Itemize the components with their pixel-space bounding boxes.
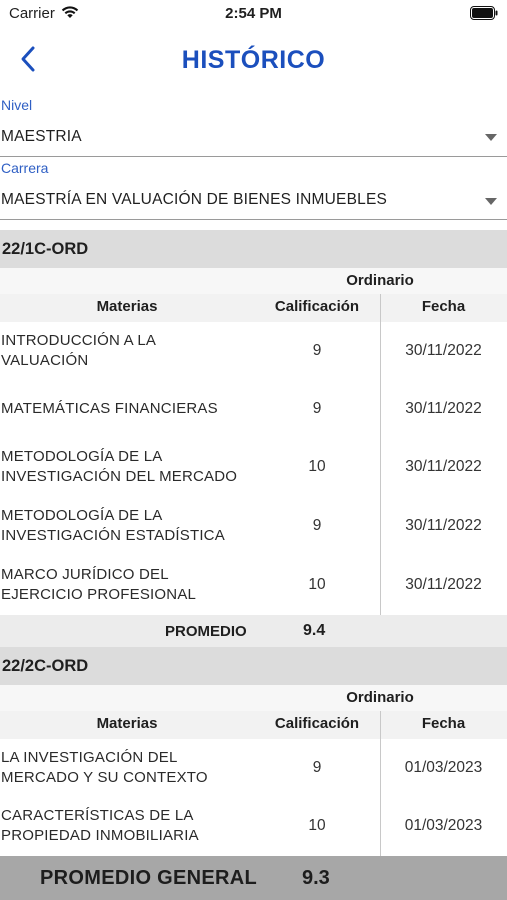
calificacion-cell: 10: [308, 458, 326, 475]
nav-bar: [0, 36, 507, 84]
table-row: [0, 497, 507, 556]
nivel-label: Nivel: [1, 97, 33, 113]
materia-line-2: INVESTIGACIÓN ESTADÍSTICA: [1, 527, 225, 544]
section-header: [0, 230, 507, 268]
carrera-value[interactable]: MAESTRÍA EN VALUACIÓN DE BIENES INMUEBLES: [1, 191, 388, 208]
materia-cell: [1, 506, 246, 546]
fecha-cell: 30/11/2022: [405, 400, 482, 417]
materia-line-1: CARACTERÍSTICAS DE LA: [1, 807, 194, 824]
promedio-general-label: PROMEDIO GENERAL: [40, 867, 258, 889]
promedio-general-value: 9.3: [302, 867, 330, 889]
materia-line-2: VALUACIÓN: [1, 352, 89, 369]
nivel-underline: [0, 156, 507, 157]
materia-line-1: MARCO JURÍDICO DEL: [1, 566, 169, 583]
materia-cell: [1, 447, 246, 487]
column-headers: [0, 294, 507, 322]
fecha-cell: 30/11/2022: [405, 576, 482, 593]
table-row: [0, 556, 507, 615]
promedio-label: PROMEDIO: [165, 623, 247, 640]
col-materias: Materias: [96, 298, 158, 315]
calificacion-cell: 9: [312, 759, 322, 776]
nivel-value[interactable]: MAESTRIA: [1, 128, 82, 145]
carrera-label: Carrera: [1, 160, 49, 176]
table-row: [0, 438, 507, 497]
group-label: Ordinario: [346, 689, 414, 706]
fecha-cell: 01/03/2023: [404, 817, 483, 834]
col-fecha: Fecha: [421, 298, 466, 315]
section-header: [0, 647, 507, 685]
fecha-cell: 30/11/2022: [405, 517, 482, 534]
fecha-cell: 30/11/2022: [405, 342, 482, 359]
caret-down-icon[interactable]: [485, 198, 497, 205]
carrier-label: Carrier: [9, 5, 55, 22]
battery-icon: [470, 6, 498, 20]
materia-line-1: METODOLOGÍA DE LA: [1, 448, 163, 465]
calificacion-cell: 9: [312, 342, 322, 359]
nivel-select[interactable]: [0, 97, 507, 157]
materia-line-2: EJERCICIO PROFESIONAL: [1, 586, 197, 603]
clock: 2:54 PM: [225, 5, 282, 22]
status-bar: [0, 0, 507, 28]
col-calificacion: Calificación: [274, 715, 360, 732]
materia-cell: [1, 399, 246, 419]
fecha-cell: 01/03/2023: [404, 759, 483, 776]
table-row: [0, 380, 507, 438]
calificacion-cell: 9: [312, 400, 322, 417]
page-title: HISTÓRICO: [181, 46, 326, 74]
column-headers: [0, 711, 507, 739]
caret-down-icon[interactable]: [485, 134, 497, 141]
group-header: [0, 268, 507, 296]
calificacion-cell: 10: [308, 576, 326, 593]
materia-line-2: MERCADO Y SU CONTEXTO: [1, 769, 208, 786]
materia-cell: [1, 565, 246, 605]
materia-line-2: PROPIEDAD INMOBILIARIA: [1, 827, 199, 844]
materia-cell: [1, 806, 246, 846]
table-row: [0, 739, 507, 797]
fecha-cell: 30/11/2022: [405, 458, 482, 475]
col-materias: Materias: [96, 715, 158, 732]
calificacion-cell: 9: [312, 517, 322, 534]
promedio-row: [0, 615, 507, 647]
col-fecha: Fecha: [421, 715, 466, 732]
section-title: 22/1C-ORD: [2, 240, 89, 258]
carrera-underline: [0, 219, 507, 220]
promedio-general-bar: [0, 856, 507, 900]
table-row: [0, 797, 507, 856]
section-title: 22/2C-ORD: [2, 657, 89, 675]
materia-line-2: INVESTIGACIÓN DEL MERCADO: [1, 468, 238, 485]
materia-line-1: METODOLOGÍA DE LA: [1, 507, 163, 524]
materia-line-1: MATEMÁTICAS FINANCIERAS: [1, 400, 218, 417]
carrera-select[interactable]: [0, 160, 507, 220]
promedio-value: 9.4: [303, 622, 326, 639]
table-row: [0, 322, 507, 380]
materia-cell: [1, 748, 246, 788]
materia-cell: [1, 331, 246, 371]
group-label: Ordinario: [346, 272, 414, 289]
col-calificacion: Calificación: [274, 298, 360, 315]
calificacion-cell: 10: [308, 817, 326, 834]
materia-line-1: INTRODUCCIÓN A LA: [1, 332, 157, 349]
group-header: [0, 685, 507, 713]
materia-line-1: LA INVESTIGACIÓN DEL: [1, 749, 178, 766]
